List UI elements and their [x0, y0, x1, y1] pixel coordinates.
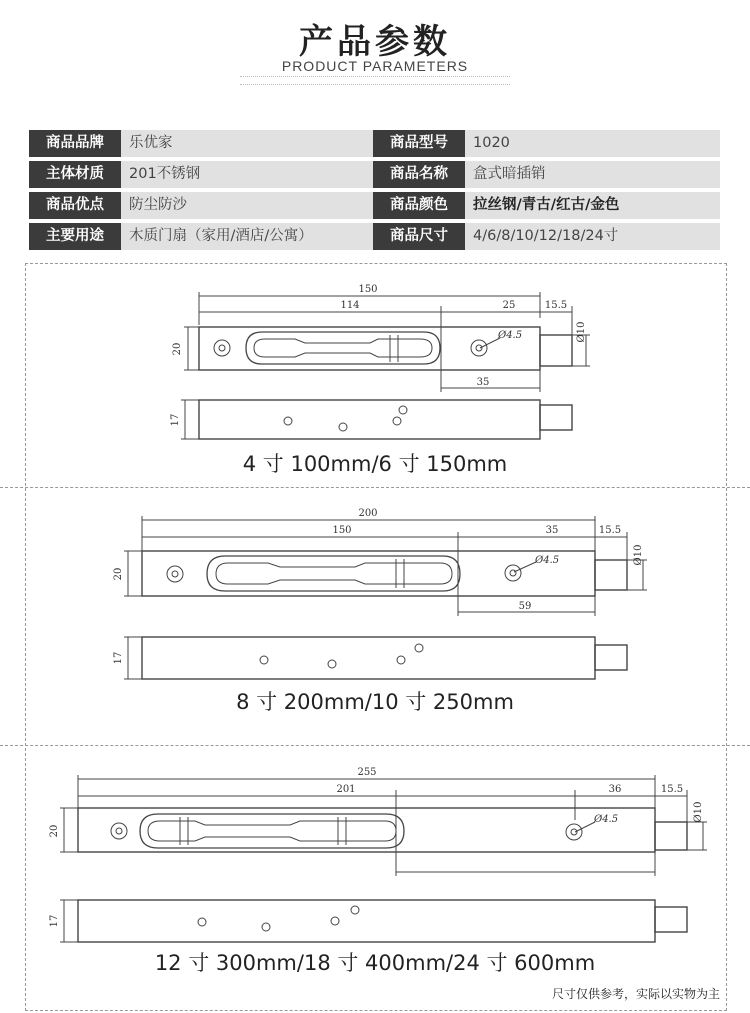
- page-subtitle: PRODUCT PARAMETERS: [281, 58, 469, 74]
- dim-inner: 114: [340, 300, 360, 311]
- dim-hole: Ø4.5: [594, 814, 619, 825]
- spec-label: 主要用途: [29, 223, 121, 250]
- spec-label: 商品品牌: [29, 130, 121, 157]
- spec-value: 乐优家: [129, 135, 173, 151]
- dim-diameter: Ø10: [693, 801, 704, 823]
- dim-inner: 201: [336, 784, 356, 795]
- dim-pin: 15.5: [544, 300, 568, 311]
- spec-value: 4/6/8/10/12/18/24寸: [473, 228, 619, 244]
- page-title: 产品参数: [299, 22, 451, 62]
- spec-value: 木质门扇（家用/酒店/公寓）: [129, 228, 313, 244]
- spec-label: 商品优点: [29, 192, 121, 219]
- dim-right-offset: 25: [502, 300, 516, 311]
- dim-hole: Ø4.5: [498, 330, 523, 341]
- dim-right-offset: 35: [545, 525, 559, 536]
- dim-diameter: Ø10: [633, 544, 644, 566]
- spec-value: 盒式暗插销: [473, 166, 546, 182]
- dim-height: 20: [49, 824, 60, 838]
- spec-label: 商品型号: [373, 130, 465, 157]
- spec-label: 商品尺寸: [373, 223, 465, 250]
- dim-height: 20: [172, 342, 183, 356]
- dim-height: 20: [113, 567, 124, 581]
- spec-value: 1020: [473, 135, 510, 151]
- dim-hole: Ø4.5: [535, 555, 560, 566]
- size-caption: 12 寸 300mm/18 寸 400mm/24 寸 600mm: [154, 951, 596, 975]
- dim-inner: 150: [332, 525, 352, 536]
- spec-value: 拉丝钢/青古/红古/金色: [473, 197, 620, 213]
- dim-side-height: 17: [170, 413, 181, 427]
- dim-pin: 15.5: [598, 525, 622, 536]
- dim-side-height: 17: [113, 651, 124, 665]
- size-caption: 4 寸 100mm/6 寸 150mm: [242, 452, 508, 476]
- dim-total: 200: [358, 508, 378, 519]
- dim-diameter: Ø10: [576, 321, 587, 343]
- dim-bottom: 59: [518, 601, 532, 612]
- dim-bottom: 35: [476, 377, 490, 388]
- dim-right-offset: 36: [608, 784, 622, 795]
- dim-total: 255: [357, 767, 377, 778]
- dim-side-height: 17: [49, 914, 60, 928]
- dim-total: 150: [358, 284, 378, 295]
- spec-value: 201不锈钢: [129, 166, 201, 182]
- spec-label: 主体材质: [29, 161, 121, 188]
- spec-label: 商品名称: [373, 161, 465, 188]
- disclaimer-note: 尺寸仅供参考，实际以实物为主: [551, 987, 720, 1001]
- spec-label: 商品颜色: [373, 192, 465, 219]
- size-caption: 8 寸 200mm/10 寸 250mm: [236, 690, 514, 714]
- dim-pin: 15.5: [660, 784, 684, 795]
- spec-value: 防尘防沙: [129, 197, 187, 213]
